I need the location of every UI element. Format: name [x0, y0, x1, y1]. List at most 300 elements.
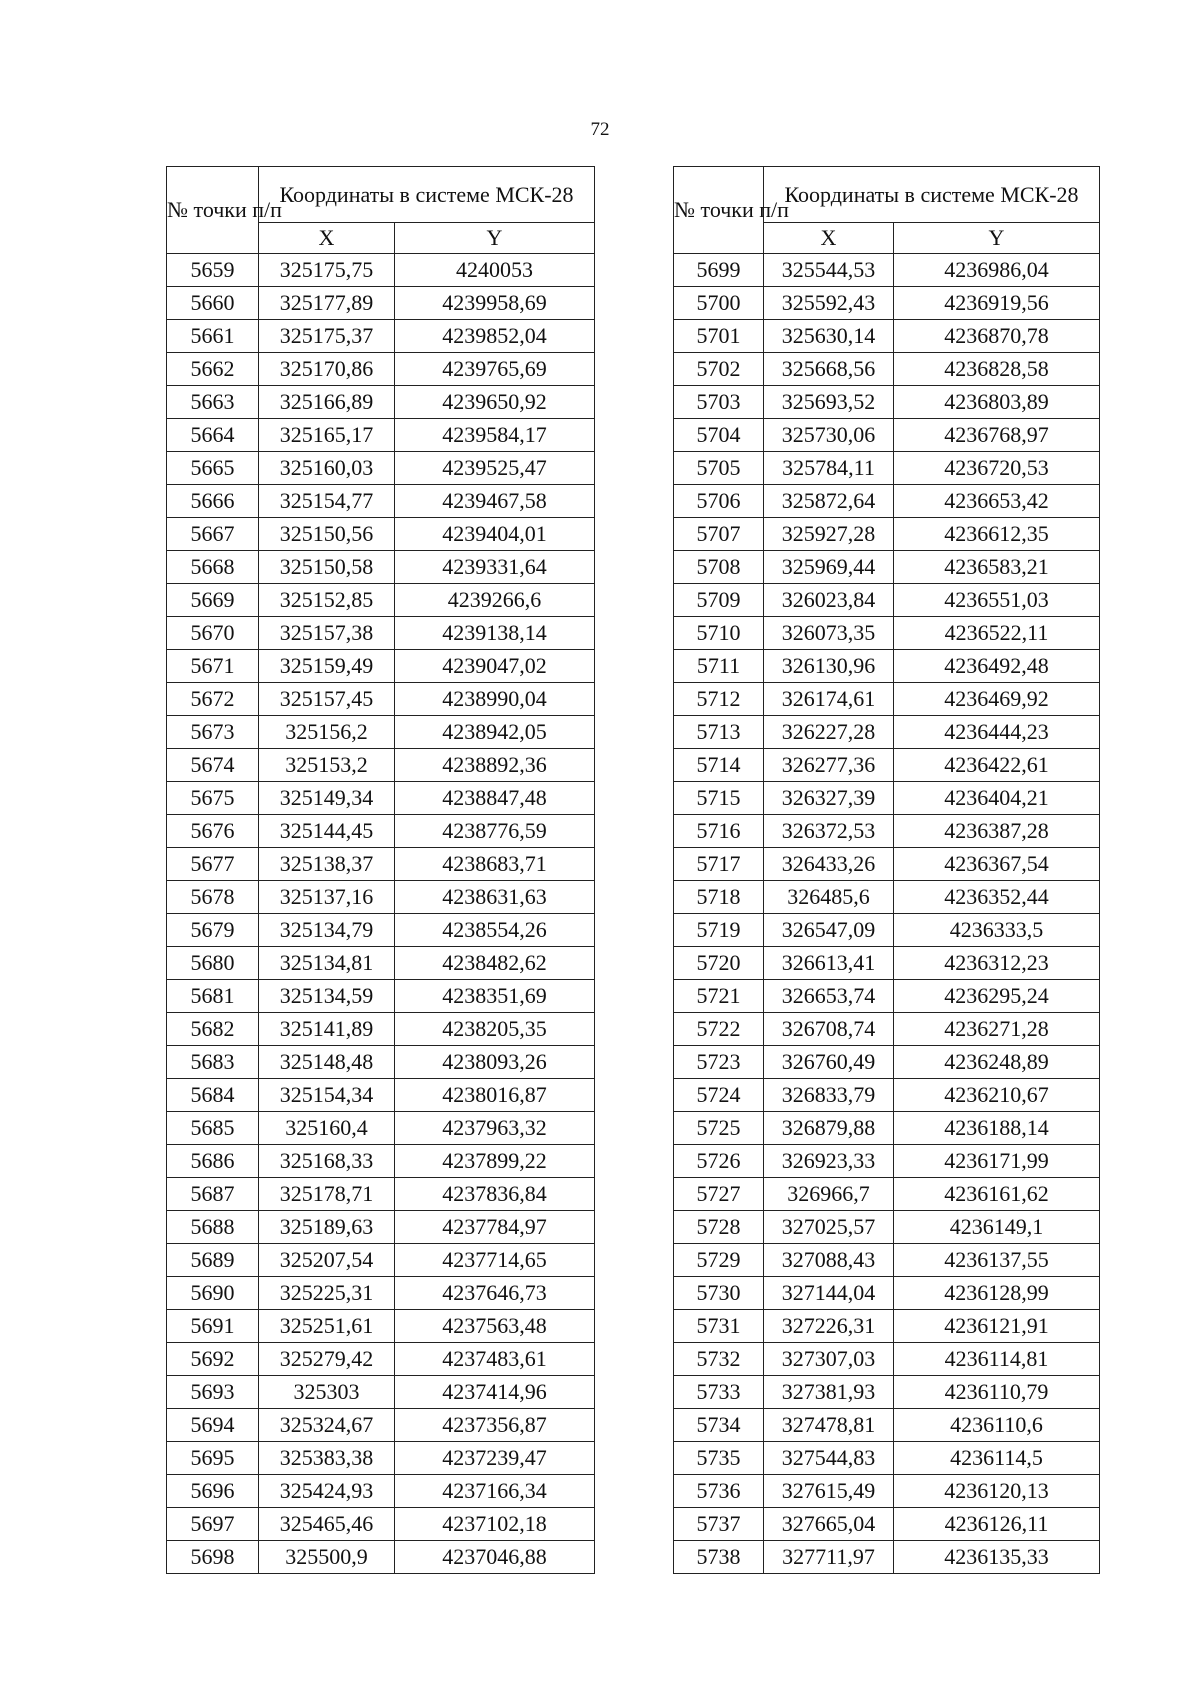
coordinates-table-left	[166, 166, 595, 1574]
table-row	[167, 881, 595, 914]
table-row	[674, 1046, 1100, 1079]
y-coordinate-cell: 4236986,04	[894, 254, 1100, 287]
table-row	[674, 1178, 1100, 1211]
point-number-cell: 5724	[674, 1079, 764, 1112]
table-row	[674, 914, 1100, 947]
point-number-cell: 5670	[167, 617, 259, 650]
table-row	[674, 881, 1100, 914]
x-coordinate-cell: 327711,97	[764, 1541, 894, 1574]
point-number-cell: 5668	[167, 551, 259, 584]
x-coordinate-cell: 325156,2	[259, 716, 395, 749]
y-coordinate-cell: 4236404,21	[894, 782, 1100, 815]
table-row	[674, 848, 1100, 881]
y-coordinate-cell: 4237646,73	[395, 1277, 595, 1310]
x-coordinate-cell: 325424,93	[259, 1475, 395, 1508]
y-coordinate-cell: 4236444,23	[894, 716, 1100, 749]
y-coordinate-cell: 4239852,04	[395, 320, 595, 353]
y-coordinate-cell: 4237963,32	[395, 1112, 595, 1145]
y-coordinate-cell: 4236295,24	[894, 980, 1100, 1013]
y-column-header: Y	[894, 223, 1100, 254]
x-coordinate-cell: 325134,59	[259, 980, 395, 1013]
table-row	[674, 749, 1100, 782]
y-coordinate-cell: 4237046,88	[395, 1541, 595, 1574]
table-row	[167, 287, 595, 320]
table-row	[674, 1145, 1100, 1178]
y-coordinate-cell: 4238776,59	[395, 815, 595, 848]
y-coordinate-cell: 4239584,17	[395, 419, 595, 452]
y-coordinate-cell: 4238683,71	[395, 848, 595, 881]
x-coordinate-cell: 325168,33	[259, 1145, 395, 1178]
x-coordinate-cell: 327478,81	[764, 1409, 894, 1442]
y-coordinate-cell: 4236210,67	[894, 1079, 1100, 1112]
table-row	[674, 1112, 1100, 1145]
x-coordinate-cell: 325157,38	[259, 617, 395, 650]
x-coordinate-cell: 327088,43	[764, 1244, 894, 1277]
x-coordinate-cell: 325150,58	[259, 551, 395, 584]
point-number-cell: 5664	[167, 419, 259, 452]
point-number-cell: 5669	[167, 584, 259, 617]
y-coordinate-cell: 4236333,5	[894, 914, 1100, 947]
y-coordinate-cell: 4236171,99	[894, 1145, 1100, 1178]
x-coordinate-cell: 326833,79	[764, 1079, 894, 1112]
y-coordinate-cell: 4238990,04	[395, 683, 595, 716]
x-coordinate-cell: 327307,03	[764, 1343, 894, 1376]
x-coordinate-cell: 327025,57	[764, 1211, 894, 1244]
x-coordinate-cell: 326073,35	[764, 617, 894, 650]
table-row	[674, 1541, 1100, 1574]
x-coordinate-cell: 326547,09	[764, 914, 894, 947]
y-coordinate-cell: 4236583,21	[894, 551, 1100, 584]
point-number-cell: 5674	[167, 749, 259, 782]
point-number-cell: 5694	[167, 1409, 259, 1442]
table-row	[674, 1508, 1100, 1541]
y-coordinate-cell: 4238482,62	[395, 947, 595, 980]
x-coordinate-cell: 325693,52	[764, 386, 894, 419]
point-number-cell: 5660	[167, 287, 259, 320]
table-row	[674, 353, 1100, 386]
table-row	[167, 254, 595, 287]
x-coordinate-cell: 326879,88	[764, 1112, 894, 1145]
table-row	[167, 848, 595, 881]
coordinates-table-right	[673, 166, 1100, 1574]
x-coordinate-cell: 325159,49	[259, 650, 395, 683]
x-coordinate-cell: 325153,2	[259, 749, 395, 782]
point-number-cell: 5720	[674, 947, 764, 980]
y-coordinate-cell: 4236492,48	[894, 650, 1100, 683]
y-coordinate-cell: 4236469,92	[894, 683, 1100, 716]
point-number-cell: 5721	[674, 980, 764, 1013]
y-coordinate-cell: 4236137,55	[894, 1244, 1100, 1277]
table-row	[167, 551, 595, 584]
table-row	[167, 1244, 595, 1277]
y-coordinate-cell: 4236387,28	[894, 815, 1100, 848]
point-number-cell: 5713	[674, 716, 764, 749]
y-coordinate-cell: 4239958,69	[395, 287, 595, 320]
table-row	[167, 749, 595, 782]
x-coordinate-cell: 325969,44	[764, 551, 894, 584]
y-coordinate-cell: 4236135,33	[894, 1541, 1100, 1574]
point-number-cell: 5672	[167, 683, 259, 716]
table-row	[167, 1178, 595, 1211]
y-coordinate-cell: 4237166,34	[395, 1475, 595, 1508]
y-coordinate-cell: 4237784,97	[395, 1211, 595, 1244]
y-coordinate-cell: 4236919,56	[894, 287, 1100, 320]
point-number-cell: 5686	[167, 1145, 259, 1178]
x-coordinate-cell: 325166,89	[259, 386, 395, 419]
table-row	[674, 1475, 1100, 1508]
y-coordinate-cell: 4239765,69	[395, 353, 595, 386]
table-row	[167, 1376, 595, 1409]
point-number-header: № точки п/п	[674, 167, 764, 254]
point-number-cell: 5692	[167, 1343, 259, 1376]
y-coordinate-cell: 4236110,79	[894, 1376, 1100, 1409]
y-coordinate-cell: 4237102,18	[395, 1508, 595, 1541]
y-coordinate-cell: 4240053	[395, 254, 595, 287]
x-coordinate-cell: 326227,28	[764, 716, 894, 749]
table-row	[674, 617, 1100, 650]
x-coordinate-cell: 325544,53	[764, 254, 894, 287]
y-coordinate-cell: 4236110,6	[894, 1409, 1100, 1442]
point-number-cell: 5705	[674, 452, 764, 485]
point-number-cell: 5733	[674, 1376, 764, 1409]
x-coordinate-cell: 326433,26	[764, 848, 894, 881]
y-coordinate-cell: 4236870,78	[894, 320, 1100, 353]
table-row	[674, 1211, 1100, 1244]
y-coordinate-cell: 4238631,63	[395, 881, 595, 914]
table-row	[167, 1442, 595, 1475]
y-coordinate-cell: 4236551,03	[894, 584, 1100, 617]
x-coordinate-cell: 327665,04	[764, 1508, 894, 1541]
x-coordinate-cell: 325137,16	[259, 881, 395, 914]
x-coordinate-cell: 325730,06	[764, 419, 894, 452]
table-row	[167, 1079, 595, 1112]
x-coordinate-cell: 325630,14	[764, 320, 894, 353]
x-coordinate-cell: 326485,6	[764, 881, 894, 914]
y-coordinate-cell: 4236422,61	[894, 749, 1100, 782]
y-column-header: Y	[395, 223, 595, 254]
table-row	[167, 419, 595, 452]
x-coordinate-cell: 325668,56	[764, 353, 894, 386]
table-row	[674, 287, 1100, 320]
table-row	[167, 320, 595, 353]
y-coordinate-cell: 4236128,99	[894, 1277, 1100, 1310]
x-coordinate-cell: 326023,84	[764, 584, 894, 617]
y-coordinate-cell: 4236114,5	[894, 1442, 1100, 1475]
point-number-cell: 5717	[674, 848, 764, 881]
table-row	[167, 1541, 595, 1574]
point-number-cell: 5679	[167, 914, 259, 947]
table-row	[674, 485, 1100, 518]
x-coordinate-cell: 326966,7	[764, 1178, 894, 1211]
point-number-cell: 5711	[674, 650, 764, 683]
y-coordinate-cell: 4237414,96	[395, 1376, 595, 1409]
x-coordinate-cell: 326653,74	[764, 980, 894, 1013]
y-coordinate-cell: 4236120,13	[894, 1475, 1100, 1508]
x-coordinate-cell: 327381,93	[764, 1376, 894, 1409]
x-coordinate-cell: 325592,43	[764, 287, 894, 320]
point-number-cell: 5677	[167, 848, 259, 881]
point-number-cell: 5706	[674, 485, 764, 518]
y-coordinate-cell: 4236522,11	[894, 617, 1100, 650]
x-coordinate-cell: 325160,4	[259, 1112, 395, 1145]
point-number-cell: 5685	[167, 1112, 259, 1145]
y-coordinate-cell: 4238093,26	[395, 1046, 595, 1079]
table-row	[674, 947, 1100, 980]
point-number-cell: 5662	[167, 353, 259, 386]
table-row	[167, 815, 595, 848]
point-number-cell: 5699	[674, 254, 764, 287]
table-row	[674, 683, 1100, 716]
table-row	[167, 353, 595, 386]
y-coordinate-cell: 4239525,47	[395, 452, 595, 485]
point-number-cell: 5708	[674, 551, 764, 584]
table-row	[167, 980, 595, 1013]
table-row	[674, 980, 1100, 1013]
point-number-cell: 5709	[674, 584, 764, 617]
point-number-cell: 5663	[167, 386, 259, 419]
x-coordinate-cell: 326130,96	[764, 650, 894, 683]
point-number-cell: 5687	[167, 1178, 259, 1211]
y-coordinate-cell: 4237239,47	[395, 1442, 595, 1475]
point-number-cell: 5667	[167, 518, 259, 551]
x-coordinate-cell: 325225,31	[259, 1277, 395, 1310]
y-coordinate-cell: 4239138,14	[395, 617, 595, 650]
point-number-cell: 5691	[167, 1310, 259, 1343]
point-number-cell: 5688	[167, 1211, 259, 1244]
table-row	[167, 1013, 595, 1046]
coordinates-header: Координаты в системе МСК-28	[259, 167, 595, 223]
point-number-cell: 5707	[674, 518, 764, 551]
y-coordinate-cell: 4238942,05	[395, 716, 595, 749]
point-number-cell: 5723	[674, 1046, 764, 1079]
x-coordinate-cell: 326372,53	[764, 815, 894, 848]
table-row	[674, 1376, 1100, 1409]
point-number-cell: 5701	[674, 320, 764, 353]
point-number-cell: 5718	[674, 881, 764, 914]
y-coordinate-cell: 4237714,65	[395, 1244, 595, 1277]
point-number-cell: 5735	[674, 1442, 764, 1475]
x-coordinate-cell: 325178,71	[259, 1178, 395, 1211]
y-coordinate-cell: 4237356,87	[395, 1409, 595, 1442]
table-row	[674, 1310, 1100, 1343]
point-number-cell: 5678	[167, 881, 259, 914]
table-row	[674, 650, 1100, 683]
point-number-cell: 5725	[674, 1112, 764, 1145]
y-coordinate-cell: 4236121,91	[894, 1310, 1100, 1343]
x-column-header: X	[764, 223, 894, 254]
page-number: 72	[590, 119, 610, 140]
x-coordinate-cell: 325784,11	[764, 452, 894, 485]
y-coordinate-cell: 4239650,92	[395, 386, 595, 419]
x-coordinate-cell: 325144,45	[259, 815, 395, 848]
table-row	[167, 617, 595, 650]
point-number-cell: 5714	[674, 749, 764, 782]
table-row	[674, 584, 1100, 617]
x-coordinate-cell: 325134,81	[259, 947, 395, 980]
y-coordinate-cell: 4238847,48	[395, 782, 595, 815]
point-number-cell: 5715	[674, 782, 764, 815]
y-coordinate-cell: 4239047,02	[395, 650, 595, 683]
point-number-cell: 5680	[167, 947, 259, 980]
point-number-cell: 5665	[167, 452, 259, 485]
x-coordinate-cell: 325189,63	[259, 1211, 395, 1244]
point-number-cell: 5703	[674, 386, 764, 419]
point-number-cell: 5722	[674, 1013, 764, 1046]
y-coordinate-cell: 4238205,35	[395, 1013, 595, 1046]
x-coordinate-cell: 325175,75	[259, 254, 395, 287]
x-coordinate-cell: 326923,33	[764, 1145, 894, 1178]
point-number-cell: 5702	[674, 353, 764, 386]
point-number-cell: 5693	[167, 1376, 259, 1409]
y-coordinate-cell: 4236161,62	[894, 1178, 1100, 1211]
table-row	[674, 320, 1100, 353]
x-coordinate-cell: 325149,34	[259, 782, 395, 815]
point-number-cell: 5681	[167, 980, 259, 1013]
table-row	[674, 452, 1100, 485]
x-coordinate-cell: 325872,64	[764, 485, 894, 518]
point-number-cell: 5666	[167, 485, 259, 518]
point-number-cell: 5682	[167, 1013, 259, 1046]
point-number-cell: 5683	[167, 1046, 259, 1079]
y-coordinate-cell: 4236271,28	[894, 1013, 1100, 1046]
y-coordinate-cell: 4237899,22	[395, 1145, 595, 1178]
x-coordinate-cell: 326174,61	[764, 683, 894, 716]
point-number-cell: 5673	[167, 716, 259, 749]
x-coordinate-cell: 325177,89	[259, 287, 395, 320]
table-row	[674, 1277, 1100, 1310]
x-coordinate-cell: 326708,74	[764, 1013, 894, 1046]
point-number-cell: 5698	[167, 1541, 259, 1574]
table-row	[167, 716, 595, 749]
table-row	[674, 1079, 1100, 1112]
x-coordinate-cell: 326613,41	[764, 947, 894, 980]
y-coordinate-cell: 4236612,35	[894, 518, 1100, 551]
table-row	[674, 419, 1100, 452]
y-coordinate-cell: 4236768,97	[894, 419, 1100, 452]
table-row	[674, 254, 1100, 287]
x-coordinate-cell: 327226,31	[764, 1310, 894, 1343]
x-coordinate-cell: 325324,67	[259, 1409, 395, 1442]
table-row	[674, 782, 1100, 815]
y-coordinate-cell: 4238554,26	[395, 914, 595, 947]
point-number-cell: 5704	[674, 419, 764, 452]
y-coordinate-cell: 4236803,89	[894, 386, 1100, 419]
y-coordinate-cell: 4238351,69	[395, 980, 595, 1013]
table-row	[674, 1343, 1100, 1376]
table-row	[167, 584, 595, 617]
point-number-cell: 5727	[674, 1178, 764, 1211]
y-coordinate-cell: 4236720,53	[894, 452, 1100, 485]
x-column-header: X	[259, 223, 395, 254]
table-row	[167, 947, 595, 980]
point-number-cell: 5712	[674, 683, 764, 716]
table-row	[167, 1310, 595, 1343]
table-row	[167, 650, 595, 683]
point-number-cell: 5738	[674, 1541, 764, 1574]
y-coordinate-cell: 4236312,23	[894, 947, 1100, 980]
table-row	[674, 551, 1100, 584]
y-coordinate-cell: 4237563,48	[395, 1310, 595, 1343]
x-coordinate-cell: 325138,37	[259, 848, 395, 881]
x-coordinate-cell: 325207,54	[259, 1244, 395, 1277]
point-number-cell: 5716	[674, 815, 764, 848]
point-number-cell: 5736	[674, 1475, 764, 1508]
x-coordinate-cell: 325170,86	[259, 353, 395, 386]
x-coordinate-cell: 325141,89	[259, 1013, 395, 1046]
x-coordinate-cell: 325157,45	[259, 683, 395, 716]
point-number-cell: 5710	[674, 617, 764, 650]
y-coordinate-cell: 4239404,01	[395, 518, 595, 551]
x-coordinate-cell: 325154,77	[259, 485, 395, 518]
x-coordinate-cell: 327615,49	[764, 1475, 894, 1508]
table-row	[167, 1475, 595, 1508]
table-row	[167, 1508, 595, 1541]
y-coordinate-cell: 4236828,58	[894, 353, 1100, 386]
table-row	[674, 1013, 1100, 1046]
table-row	[674, 1244, 1100, 1277]
y-coordinate-cell: 4239266,6	[395, 584, 595, 617]
x-coordinate-cell: 326327,39	[764, 782, 894, 815]
y-coordinate-cell: 4237483,61	[395, 1343, 595, 1376]
y-coordinate-cell: 4236352,44	[894, 881, 1100, 914]
point-number-cell: 5729	[674, 1244, 764, 1277]
point-number-cell: 5731	[674, 1310, 764, 1343]
point-number-cell: 5737	[674, 1508, 764, 1541]
x-coordinate-cell: 325152,85	[259, 584, 395, 617]
point-number-cell: 5700	[674, 287, 764, 320]
table-row	[674, 1442, 1100, 1475]
x-coordinate-cell: 325175,37	[259, 320, 395, 353]
point-number-cell: 5732	[674, 1343, 764, 1376]
point-number-cell: 5730	[674, 1277, 764, 1310]
point-number-cell: 5659	[167, 254, 259, 287]
y-coordinate-cell: 4236149,1	[894, 1211, 1100, 1244]
x-coordinate-cell: 325148,48	[259, 1046, 395, 1079]
table-row	[167, 1343, 595, 1376]
point-number-cell: 5689	[167, 1244, 259, 1277]
table-row	[167, 452, 595, 485]
point-number-header: № точки п/п	[167, 167, 259, 254]
point-number-cell: 5719	[674, 914, 764, 947]
table-row	[167, 485, 595, 518]
point-number-cell: 5697	[167, 1508, 259, 1541]
point-number-cell: 5675	[167, 782, 259, 815]
point-number-cell: 5690	[167, 1277, 259, 1310]
x-coordinate-cell: 325465,46	[259, 1508, 395, 1541]
table-row	[167, 386, 595, 419]
y-coordinate-cell: 4239331,64	[395, 551, 595, 584]
coordinates-header: Координаты в системе МСК-28	[764, 167, 1100, 223]
point-number-cell: 5696	[167, 1475, 259, 1508]
table-row	[167, 1277, 595, 1310]
point-number-cell: 5684	[167, 1079, 259, 1112]
x-coordinate-cell: 326760,49	[764, 1046, 894, 1079]
table-row	[674, 716, 1100, 749]
y-coordinate-cell: 4239467,58	[395, 485, 595, 518]
table-row	[167, 1112, 595, 1145]
x-coordinate-cell: 325160,03	[259, 452, 395, 485]
point-number-cell: 5671	[167, 650, 259, 683]
x-coordinate-cell: 325500,9	[259, 1541, 395, 1574]
y-coordinate-cell: 4238892,36	[395, 749, 595, 782]
point-number-cell: 5734	[674, 1409, 764, 1442]
table-row	[674, 386, 1100, 419]
point-number-cell: 5661	[167, 320, 259, 353]
table-row	[167, 782, 595, 815]
point-number-cell: 5726	[674, 1145, 764, 1178]
x-coordinate-cell: 327544,83	[764, 1442, 894, 1475]
y-coordinate-cell: 4238016,87	[395, 1079, 595, 1112]
